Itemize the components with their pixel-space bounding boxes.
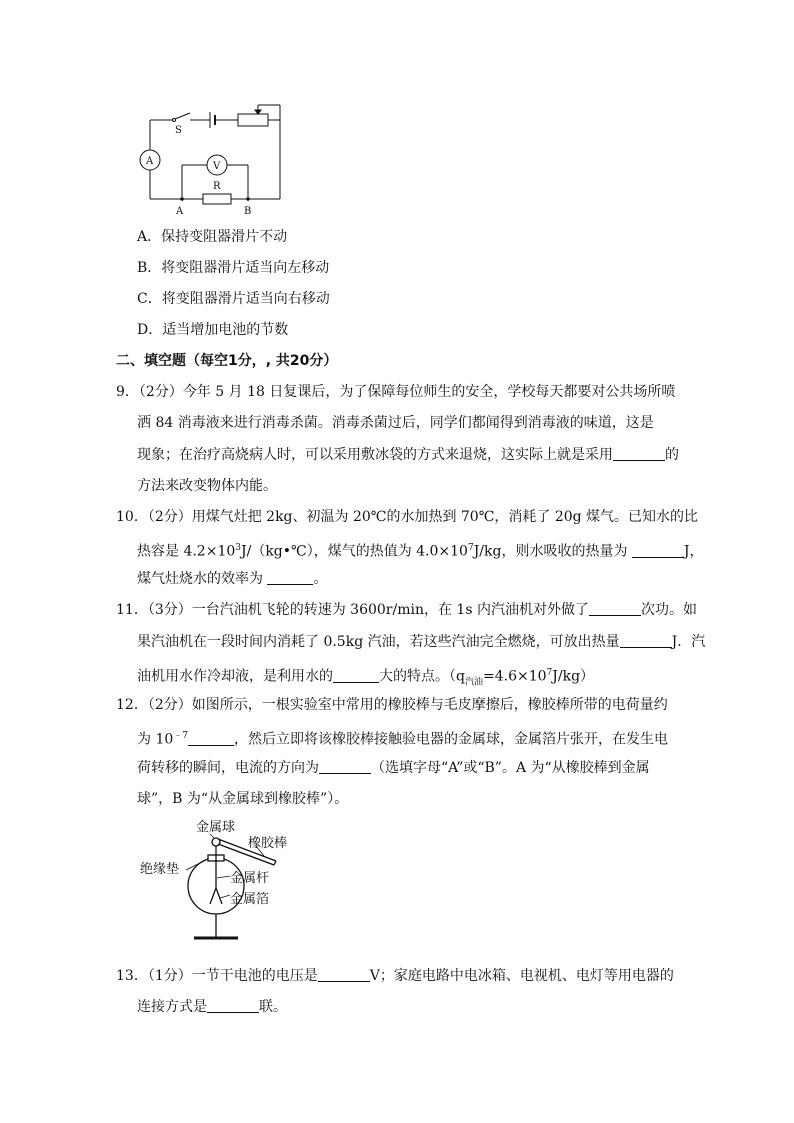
superscript: 3: [235, 543, 241, 553]
answer-blank[interactable]: [319, 759, 371, 774]
metal-ball-label: 金属球: [196, 820, 236, 835]
subscript: 汽油: [464, 677, 483, 688]
q11-text: 大的特点。（q: [379, 668, 465, 685]
answer-blank[interactable]: [620, 633, 672, 648]
answer-blank[interactable]: [632, 543, 684, 558]
terminal-a-label: A: [176, 206, 184, 217]
section-title: 二、填空题（每空1分，, 共20分）: [116, 353, 338, 369]
q12-text: 为 10: [137, 731, 174, 748]
q10-line1: 10．（2分）用煤气灶把 2kg、初温为 20℃的水加热到 70℃，消耗了 20g 煤气。已知水的比: [116, 509, 699, 525]
q13-line1: [116, 966, 674, 986]
q13-text: 联。: [259, 999, 287, 1015]
q11-text: 11．（3分）一台汽油机飞轮的转速为 3600r/min，在 1s 内汽油机对外做了: [116, 602, 589, 618]
q11-text: =4.6×10: [482, 668, 547, 685]
q10-text: 热容是 4.2×10: [137, 543, 236, 560]
q11-text: 次功。如: [640, 602, 697, 618]
rubber-rod-label: 橡胶棒: [248, 836, 288, 851]
q13-text: 连接方式是: [137, 999, 207, 1015]
q10-text: 。: [313, 571, 328, 587]
q11-text: J/kg）: [552, 668, 595, 685]
q9-line3: [137, 445, 679, 465]
superscript: ﹣7: [173, 731, 188, 741]
option-c: C．将变阻器滑片适当向右移动: [137, 291, 330, 307]
terminal-b-label: B: [244, 206, 252, 217]
q10-line2: [137, 538, 704, 562]
option-a: A．保持变阻器滑片不动: [137, 229, 288, 245]
q11-line1: [116, 600, 697, 620]
q11-text: J．汽: [671, 634, 706, 650]
q11-text: 油机用水作冷却液，是利用水的: [137, 668, 333, 685]
answer-blank[interactable]: [267, 570, 313, 585]
q12-line3: [137, 758, 650, 778]
q10-line3: [137, 569, 327, 589]
answer-blank[interactable]: [333, 668, 379, 683]
q12-line2: [137, 726, 668, 750]
q11-line2: [137, 632, 705, 652]
ammeter-label: A: [146, 156, 154, 167]
q9-text: 现象；在治疗高烧病人时，可以采用敷冰袋的方式来退烧，这实际上就是采用: [137, 447, 613, 463]
q12-text: ，然后立即将该橡胶棒接触验电器的金属球，金属箔片张开，在发生电: [234, 731, 668, 748]
q10-text: J/kg，则水吸收的热量为: [473, 543, 632, 560]
q9-line1: 9．（2分）今年 5 月 18 日复课后，为了保障每位师生的安全，学校每天都要对公共场所喷: [116, 384, 676, 400]
metal-foil-label: 金属箔: [230, 892, 270, 907]
q13-line2: [137, 997, 287, 1017]
answer-blank[interactable]: [318, 967, 370, 982]
voltmeter-label: V: [213, 161, 221, 172]
circuit-diagram: [130, 95, 290, 220]
q9-text: 的: [665, 447, 679, 463]
answer-blank[interactable]: [207, 998, 259, 1013]
answer-blank[interactable]: [188, 731, 234, 746]
q10-text: J，: [683, 543, 704, 560]
q11-line3: [137, 663, 594, 692]
answer-blank[interactable]: [613, 446, 665, 461]
insulating-pad-label: 绝缘垫: [140, 862, 180, 877]
q13-text: V；家庭电路中电冰箱、电视机、电灯等用电器的: [369, 968, 674, 984]
q9-line2: 洒 84 消毒液来进行消毒杀菌。消毒杀菌过后，同学们都闻得到消毒液的味道，这是: [137, 415, 654, 431]
switch-label: S: [175, 125, 182, 136]
q10-text: 煤气灶烧水的效率为: [137, 571, 268, 587]
answer-blank[interactable]: [589, 601, 641, 616]
q12-text: 荷转移的瞬间，电流的方向为: [137, 760, 319, 776]
q12-text: （选填字母“A”或“B”。A 为“从橡胶棒到金属: [371, 760, 650, 776]
q12-line1: 12．（2分）如图所示，一根实验室中常用的橡胶棒与毛皮摩擦后，橡胶棒所带的电荷量约: [116, 697, 668, 713]
option-b: B．将变阻器滑片适当向左移动: [137, 260, 330, 276]
superscript: 7: [467, 543, 474, 553]
electroscope-diagram: [138, 818, 308, 953]
q12-line4: 球”，B 为“从金属球到橡胶棒”）。: [137, 791, 349, 807]
resistor-label: R: [213, 181, 221, 192]
metal-rod-label: 金属杆: [230, 871, 270, 886]
q10-text: J/（kg•℃），煤气的热值为 4.0×10: [241, 543, 468, 560]
q11-text: 果汽油机在一段时间内消耗了 0.5kg 汽油，若这些汽油完全燃烧，可放出热量: [137, 634, 620, 650]
q9-line4: 方法来改变物体内能。: [137, 478, 277, 494]
option-d: D．适当增加电池的节数: [137, 322, 289, 338]
q13-text: 13．（1分）一节干电池的电压是: [116, 968, 318, 984]
superscript: 7: [546, 668, 553, 678]
